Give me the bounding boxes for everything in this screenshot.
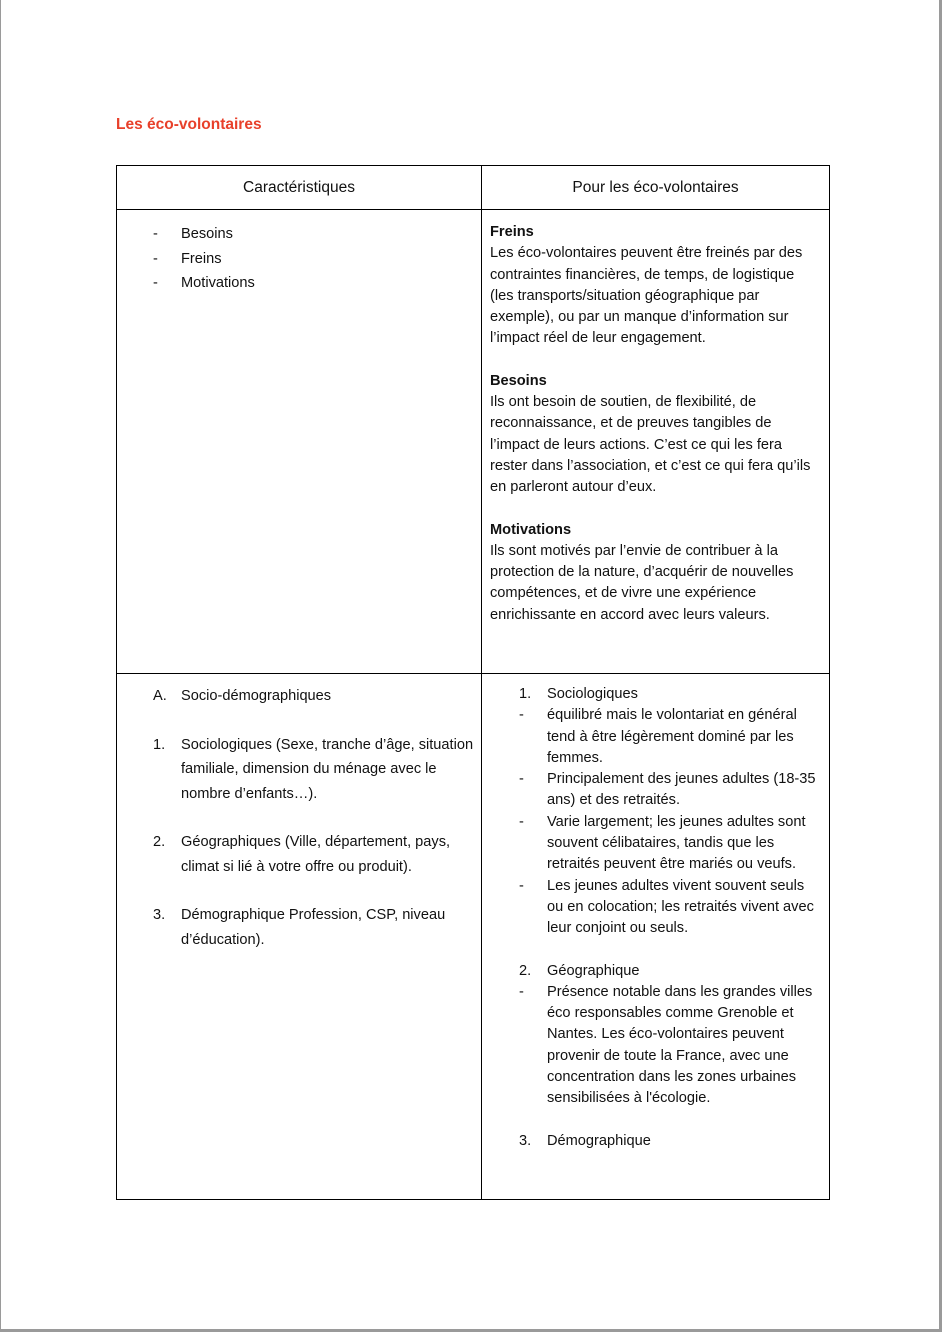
header-pour-eco-volontaires: Pour les éco-volontaires xyxy=(482,166,830,210)
motivations-heading: Motivations xyxy=(490,521,572,538)
besoins-heading: Besoins xyxy=(490,372,547,389)
list-item: - Freins xyxy=(153,250,222,267)
list-item: A. Socio-démographiques xyxy=(153,688,332,704)
list-item-heading: 3. Démographique xyxy=(519,1132,651,1149)
list-item: 2. Géographiques (Ville, département, pays, climat si lié à votre offre ou produit). xyxy=(153,834,451,875)
cell-socio-demographic-criteria xyxy=(117,674,482,1200)
table-header-row xyxy=(117,166,830,210)
cell-characteristics-list xyxy=(117,210,482,674)
document-page xyxy=(1,0,939,1329)
detail-list xyxy=(482,674,829,1152)
motivations-text: Ils sont motivés par l’envie de contribuer à la protection de la nature, d’acquérir de nouvelles compétences, et de vivre une expérience enrichissante en accord avec leurs valeurs. xyxy=(490,542,794,623)
list-item-heading: 1. Sociologiques xyxy=(519,686,638,702)
list-item: - équilibré mais le volontariat en général tend à être légèrement dominé par les femmes. xyxy=(519,707,797,766)
list-item: - Présence notable dans les grandes villes éco responsables comme Grenoble et Nantes. Les éco-volontaires peuvent provenir de toute la France, avec une concentration dans les zones urbaines sensibilisées à l'écologie. xyxy=(519,983,813,1107)
list-item: - Motivations xyxy=(153,275,255,291)
criteria-list xyxy=(117,674,481,952)
characteristics-table xyxy=(116,165,830,1200)
list-item: - Besoins xyxy=(153,226,233,242)
table-row xyxy=(117,674,830,1200)
freins-text: Les éco-volontaires peuvent être freinés par des contraintes financières, de temps, de logistique (les transports/situation géographique par exemple), ou par un manque d’information sur l’impact réel de leur engagement. xyxy=(490,245,803,347)
besoins-text: Ils ont besoin de soutien, de flexibilité, de reconnaissance, et de preuves tangibles de l’impact de leurs actions. C’est ce qui les fera rester dans l’association, et c’est ce qui fera qu’ils en parleront autour d’eux. xyxy=(490,394,811,496)
list-item: - Varie largement; les jeunes adultes sont souvent célibataires, tandis que les retraités peuvent être mariés ou veufs. xyxy=(519,813,806,873)
table-row xyxy=(117,210,830,674)
dash-list xyxy=(117,210,481,296)
cell-eco-volontaires-detail xyxy=(482,210,830,674)
list-item: - Principalement des jeunes adultes (18-35 ans) et des retraités. xyxy=(519,771,816,809)
section-freins-besoins-motivations xyxy=(482,210,829,626)
list-item: - Les jeunes adultes vivent souvent seuls ou en colocation; les retraités vivent avec leur conjoint ou seuls. xyxy=(519,877,814,937)
freins-heading: Freins xyxy=(490,224,534,240)
list-item: 3. Démographique Profession, CSP, niveau d’éducation). xyxy=(153,907,446,948)
header-caracteristiques: Caractéristiques xyxy=(117,166,482,210)
list-item-heading: 2. Géographique xyxy=(519,962,640,979)
page-title: Les éco-volontaires xyxy=(116,116,262,133)
list-item: 1. Sociologiques (Sexe, tranche d’âge, situation familiale, dimension du ménage avec le nombre d’enfants…). xyxy=(153,736,474,802)
cell-socio-demographic-detail xyxy=(482,674,830,1200)
